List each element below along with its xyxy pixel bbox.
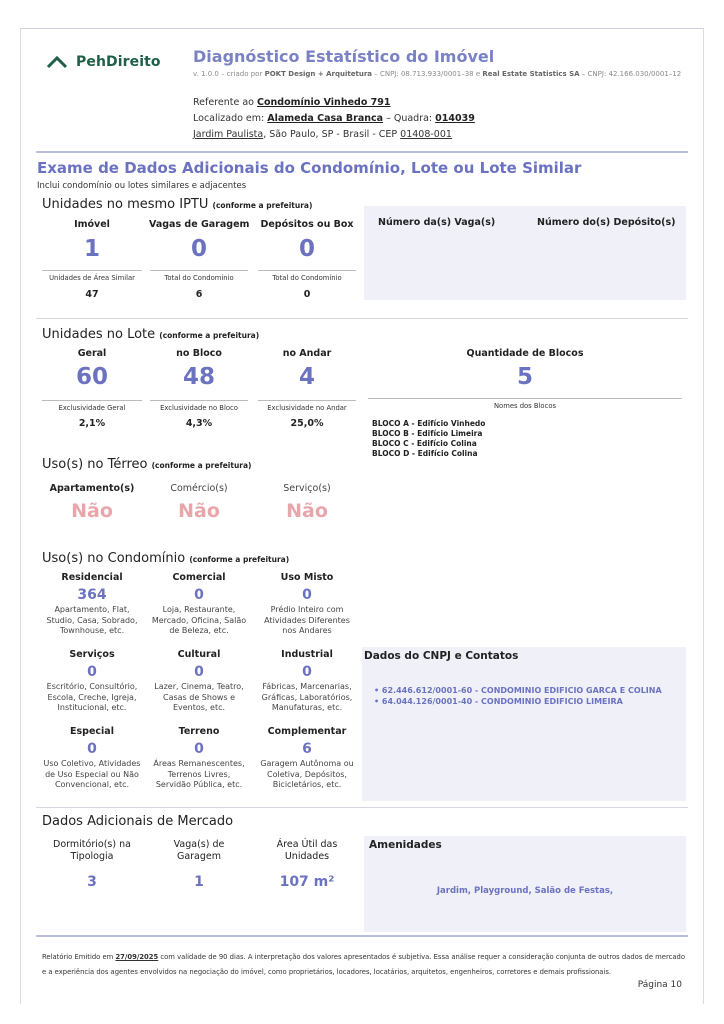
use-label: Residencial bbox=[61, 572, 123, 583]
use-description: Fábricas, Marcenarias, Gráficas, Laboratórios, Manufaturas, etc. bbox=[261, 682, 353, 712]
section-title: Exame de Dados Adicionais do Condomínio, Lote ou Lote Similar bbox=[37, 159, 582, 177]
iptu-sub-label: Total do Condomínio bbox=[150, 270, 248, 282]
terreo-value: Não bbox=[178, 500, 220, 522]
iptu-sub-value: 0 bbox=[303, 289, 311, 300]
market-col-label: Dormitório(s) na Tipologia bbox=[53, 839, 131, 862]
iptu-col-label: Vagas de Garagem bbox=[149, 219, 250, 230]
use-description: Loja, Restaurante, Mercado, Oficina, Salão de Beleza, etc. bbox=[151, 605, 247, 635]
use-value: 364 bbox=[77, 587, 107, 603]
use-label: Serviços bbox=[69, 649, 115, 660]
lote-value: 4 bbox=[298, 364, 315, 390]
use-value: 0 bbox=[194, 741, 204, 757]
use-value: 6 bbox=[302, 741, 312, 757]
chevron-up-icon bbox=[46, 55, 68, 69]
use-description: Escritório, Consultório, Escola, Creche, Igreja, Institucional, etc. bbox=[46, 682, 138, 712]
use-label: Terreno bbox=[178, 726, 220, 737]
iptu-sub-value: 47 bbox=[85, 289, 99, 300]
market-col-label: Vaga(s) de Garagem bbox=[173, 839, 225, 862]
blocks-count-value: 5 bbox=[516, 364, 533, 390]
terreo-value: Não bbox=[71, 500, 113, 522]
lote-sub-value: 25,0% bbox=[290, 418, 324, 429]
market-value: 1 bbox=[194, 874, 204, 890]
blocks-names-label: Nomes dos Blocos bbox=[368, 398, 682, 410]
parking-number-label: Número da(s) Vaga(s) bbox=[378, 217, 496, 228]
use-label: Complementar bbox=[267, 726, 347, 737]
lote-value: 60 bbox=[75, 364, 108, 390]
iptu-title: Unidades no mesmo IPTU (conforme a prefeitura) bbox=[42, 197, 313, 212]
iptu-col-label: Imóvel bbox=[74, 219, 110, 230]
lote-col-label: no Andar bbox=[282, 348, 332, 359]
use-value: 0 bbox=[87, 741, 97, 757]
storage-number-label: Número do(s) Depósito(s) bbox=[537, 217, 676, 228]
blocks-count-label: Quantidade de Blocos bbox=[466, 348, 584, 359]
terreo-col-label: Apartamento(s) bbox=[49, 483, 135, 494]
use-value: 0 bbox=[302, 664, 312, 680]
blocks-names-list bbox=[372, 419, 485, 459]
lote-sub-label: Exclusividade Geral bbox=[42, 400, 142, 412]
condominio-title: Uso(s) no Condomínio (conforme a prefeitura) bbox=[42, 551, 290, 566]
amenities-title: Amenidades bbox=[369, 839, 442, 851]
lote-col-label: Geral bbox=[77, 348, 107, 359]
terreo-col-label: Comércio(s) bbox=[170, 483, 228, 494]
cnpj-panel bbox=[362, 647, 686, 801]
use-description: Apartamento, Flat, Studio, Casa, Sobrado, Townhouse, etc. bbox=[46, 605, 138, 635]
iptu-sub-label: Total do Condomínio bbox=[258, 270, 356, 282]
iptu-value: 0 bbox=[298, 236, 315, 262]
block-name: BLOCO B - Edifício Limeira bbox=[372, 429, 483, 438]
footer-divider bbox=[36, 935, 688, 937]
lote-sub-value: 4,3% bbox=[185, 418, 213, 429]
iptu-sub-label: Unidades de Área Similar bbox=[42, 270, 142, 282]
market-value: 107 m² bbox=[279, 874, 335, 890]
footer-disclaimer: Relatório Emitido em 27/09/2025 com validade de 90 dias. A interpretação dos valores apresentados é subjetiva. Essa análise requer a consideração conjunta de outros dados de mercado e a experiência dos agentes envolvidos na negociação do imóvel, como proprietários, locadores, locatários, arquitetos, engenheiros, corretores e demais profissionais. bbox=[42, 953, 685, 976]
terreo-col-label: Serviço(s) bbox=[283, 483, 331, 494]
iptu-value: 0 bbox=[190, 236, 207, 262]
use-label: Especial bbox=[70, 726, 114, 737]
cnpj-list bbox=[374, 685, 662, 707]
cnpj-title: Dados do CNPJ e Contatos bbox=[364, 650, 519, 662]
use-description: Áreas Remanescentes, Terrenos Livres, Servidão Pública, etc. bbox=[153, 759, 245, 789]
page-number: Página 10 bbox=[637, 980, 682, 990]
condo-name: Condomínio Vinhedo 791 bbox=[257, 97, 391, 108]
use-value: 0 bbox=[87, 664, 97, 680]
amenities-value: Jardim, Playground, Salão de Festas, bbox=[436, 886, 614, 896]
brand-logo bbox=[46, 54, 161, 70]
use-label: Industrial bbox=[281, 649, 333, 660]
iptu-value: 1 bbox=[83, 236, 100, 262]
terreo-value: Não bbox=[286, 500, 328, 522]
use-label: Uso Misto bbox=[280, 572, 334, 583]
cnpj-item: • 64.044.126/0001-40 - CONDOMINIO EDIFICIO LIMEIRA bbox=[374, 697, 623, 706]
report-title: Diagnóstico Estatístico do Imóvel bbox=[193, 47, 495, 66]
lote-value: 48 bbox=[182, 364, 215, 390]
iptu-col-label: Depósitos ou Box bbox=[260, 219, 354, 230]
divider bbox=[36, 807, 688, 808]
brand-name: PehDireito bbox=[76, 54, 161, 70]
use-value: 0 bbox=[194, 587, 204, 603]
lote-sub-label: Exclusividade no Andar bbox=[258, 400, 356, 412]
section-subtitle: Inclui condomínio ou lotes similares e adjacentes bbox=[37, 181, 247, 191]
lote-col-label: no Bloco bbox=[176, 348, 222, 359]
block-name: BLOCO A - Edifício Vinhedo bbox=[372, 419, 486, 428]
use-description: Garagem Autônoma ou Coletiva, Depósitos, Bicicletários, etc. bbox=[260, 759, 354, 789]
property-reference: Referente ao Condomínio Vinhedo 791 Localizado em: Alameda Casa Branca – Quadra: 014039 Jardim Paulista, São Paulo, SP - Brasil - CEP 01408-001 bbox=[193, 97, 475, 140]
terreo-title: Uso(s) no Térreo (conforme a prefeitura) bbox=[42, 457, 252, 472]
use-label: Comercial bbox=[172, 572, 226, 583]
use-value: 0 bbox=[302, 587, 312, 603]
use-description: Prédio Inteiro com Atividades Diferentes nos Andares bbox=[264, 605, 350, 635]
use-description: Uso Coletivo, Atividades de Uso Especial ou Não Convencional, etc. bbox=[43, 759, 141, 789]
block-name: BLOCO C - Edifício Colina bbox=[372, 439, 477, 448]
block-name: BLOCO D - Edifício Colina bbox=[372, 449, 478, 458]
lote-sub-value: 2,1% bbox=[78, 418, 106, 429]
market-value: 3 bbox=[87, 874, 97, 890]
mercado-title: Dados Adicionais de Mercado bbox=[42, 814, 234, 829]
lote-title: Unidades no Lote (conforme a prefeitura) bbox=[42, 327, 260, 342]
use-description: Lazer, Cinema, Teatro, Casas de Shows e Eventos, etc. bbox=[154, 682, 244, 712]
iptu-sub-value: 6 bbox=[195, 289, 203, 300]
use-value: 0 bbox=[194, 664, 204, 680]
version-info: v. 1.0.0 – criado por POKT Design + Arquitetura – CNPJ: 08.713.933/0001–38 e Real Estate Statistics SA – CNPJ: 42.166.030/0001–12 bbox=[193, 70, 682, 78]
header-divider bbox=[36, 151, 688, 153]
use-label: Cultural bbox=[177, 649, 221, 660]
market-col-label: Área Útil das Unidades bbox=[276, 839, 338, 862]
lote-sub-label: Exclusividade no Bloco bbox=[150, 400, 248, 412]
cnpj-item: • 62.446.612/0001-60 - CONDOMINIO EDIFICIO GARCA E COLINA bbox=[374, 686, 662, 695]
divider bbox=[36, 318, 688, 319]
